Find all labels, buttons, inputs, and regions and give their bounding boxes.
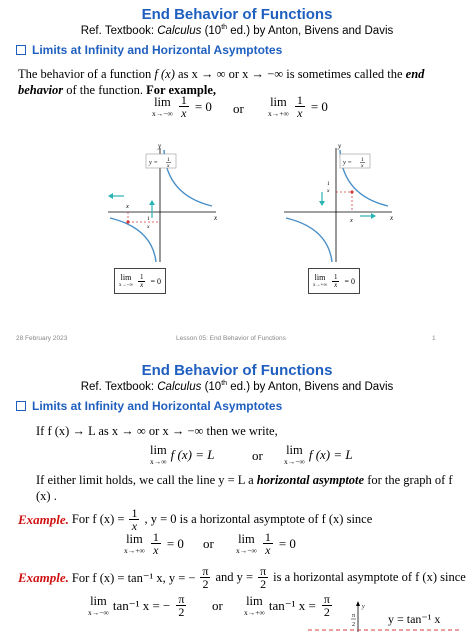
or-word: or [212, 598, 223, 613]
definition-text-b: for the graph of f (x) . [36, 473, 453, 503]
example-1-limit-neg [236, 531, 296, 556]
curve-label: y = [149, 159, 158, 166]
graph-right [276, 140, 396, 265]
fraction-pi [200, 565, 210, 590]
limit-equation-pos [268, 94, 328, 119]
intro-text-a: The behavior of a function [18, 67, 152, 81]
arctan-expr: tan⁻¹ x = [268, 597, 316, 613]
numerator: 1 [333, 272, 338, 281]
arrow-up-head [149, 200, 155, 205]
lim-word: lim [246, 594, 263, 608]
point-x-label: x [350, 217, 353, 224]
point-marker [350, 190, 353, 193]
fx-equals-L: f (x) = L [170, 446, 215, 462]
ref-authors: ed.) by Anton, Bivens and Davis [230, 24, 394, 37]
section-title: Limits at Infinity and Horizontal Asymptotes [32, 43, 283, 57]
example-text-c: is a horizontal asymptote of f (x) since [273, 570, 466, 584]
y-axis-label: y [338, 142, 342, 150]
lim-sub: x→+∞ [313, 283, 327, 288]
fraction [332, 274, 340, 289]
lim-sub: x→−∞ [284, 456, 305, 466]
equals-zero: = 0 [150, 276, 161, 286]
lim-op [313, 274, 327, 288]
denominator: 2 [323, 605, 330, 619]
slide-2-title: End Behavior of Functions [141, 362, 333, 379]
lim-op [268, 96, 289, 117]
x-axis-label: x [390, 214, 394, 222]
limit-equation-neg [152, 94, 212, 119]
intro-fx: f (x) [154, 67, 175, 81]
arctan-graph [300, 600, 470, 632]
numerator: 1 [152, 530, 159, 544]
footer-date: 28 February 2023 [16, 335, 68, 342]
or-word: or [203, 536, 214, 551]
lim-word: lim [90, 594, 107, 608]
lim-sub: x→−∞ [88, 607, 109, 617]
ref-edition-sup: th [221, 380, 228, 387]
lim-sub: x→∞ [150, 456, 167, 466]
lim-sub: x→+∞ [244, 607, 265, 617]
section-title: Limits at Infinity and Horizontal Asymptotes [32, 399, 283, 413]
example-text-a: For f (x) = tan⁻¹ x, y = − [71, 570, 196, 585]
lim-sub: x→−∞ [119, 283, 133, 288]
numerator: 1 [139, 272, 144, 281]
definition-text-a: If either limit holds, we call the line y = L a [36, 473, 254, 487]
limit-box-right [308, 268, 360, 294]
ref-book: Calculus [157, 24, 202, 37]
footer-page-number: 1 [432, 335, 436, 342]
curve-label: y = [343, 159, 352, 166]
lim-op [236, 533, 257, 554]
lim-word: lim [314, 273, 326, 282]
lim-sub: x→+∞ [124, 545, 145, 555]
pi-label-num: π [352, 613, 356, 619]
y-axis-label: y [158, 142, 162, 150]
example-1 [18, 507, 372, 532]
point-marker [126, 220, 129, 223]
lim-sub: x→+∞ [268, 108, 289, 118]
arctan-expr: tan⁻¹ x = − [112, 597, 171, 613]
lim-op [150, 444, 167, 465]
intro-paragraph [18, 66, 463, 98]
curve-lower [286, 218, 332, 262]
lim-op [244, 595, 265, 616]
denominator: x [140, 280, 144, 289]
checkbox-icon [16, 45, 26, 55]
definition-term: horizontal asymptote [256, 473, 365, 487]
equals-zero: = 0 [166, 535, 184, 551]
fraction [151, 531, 161, 556]
curve-label-den: x [361, 163, 364, 169]
numerator: π [178, 592, 185, 606]
fraction [129, 507, 139, 532]
lim-word: lim [270, 95, 287, 109]
example-label: Example. [18, 569, 69, 585]
numerator: 1 [296, 93, 303, 107]
limit-def-pos [150, 444, 214, 465]
example-label: Example. [18, 511, 69, 527]
fraction-pi [176, 593, 186, 618]
example-1-limit-pos [124, 531, 184, 556]
denominator: 2 [178, 605, 185, 619]
arrow-left-head [108, 193, 113, 199]
numerator: 1 [264, 530, 271, 544]
point-y-num: 1 [147, 216, 150, 222]
denominator: x [334, 280, 338, 289]
slide-1-reference [0, 24, 474, 37]
lim-word: lim [154, 95, 171, 109]
ref-prefix: Ref. Textbook: [80, 24, 155, 37]
numerator: π [260, 564, 267, 578]
intro-for-example: For example, [146, 83, 217, 97]
example-text-a: For f (x) = [71, 512, 125, 526]
example-text-b: and y = [215, 570, 254, 584]
ref-edition-sup: th [221, 24, 228, 31]
slide-1-section-heading [16, 43, 282, 57]
or-word: or [252, 448, 263, 463]
slide-2-section-heading [16, 399, 282, 413]
footer-lesson: Lesson 05: End Behavior of Functions [176, 335, 286, 342]
lim-sub: x→−∞ [236, 545, 257, 555]
curve-label-num: 1 [361, 157, 364, 163]
fraction [179, 94, 189, 119]
lim-word: lim [126, 532, 143, 546]
ref-prefix: Ref. Textbook: [80, 380, 155, 393]
limit-def-neg [284, 444, 353, 465]
limit-box-left [114, 268, 166, 294]
fraction [295, 94, 305, 119]
intro-text-c: of the function. [66, 83, 143, 97]
lim-sub: x→−∞ [152, 108, 173, 118]
lim-op [124, 533, 145, 554]
lim-op [88, 595, 109, 616]
denominator: x [131, 519, 138, 533]
intro-text-b: as x → ∞ or x → −∞ is sometimes called the [178, 67, 403, 81]
numerator: π [323, 592, 330, 606]
example-2-limit-neg [88, 593, 188, 618]
slide-2-reference [0, 380, 474, 393]
fraction-pi [258, 565, 268, 590]
ref-authors: ed.) by Anton, Bivens and Davis [230, 380, 394, 393]
curve-label-num: 1 [167, 157, 170, 163]
arctan-curve-label: y = tan⁻¹ x [388, 612, 441, 626]
lim-word: lim [286, 443, 303, 457]
checkbox-icon [16, 401, 26, 411]
example-2 [18, 565, 466, 590]
denominator: 2 [260, 577, 267, 591]
numerator: π [202, 564, 209, 578]
horizontal-asymptote-definition [36, 472, 466, 504]
pi-label-den: 2 [352, 622, 355, 628]
denominator: 2 [202, 577, 209, 591]
lim-op [119, 274, 133, 288]
denominator: x [153, 543, 159, 557]
equals-zero: = 0 [310, 98, 328, 114]
slide-1-title: End Behavior of Functions [141, 6, 333, 23]
curve-label-den: x [167, 163, 170, 169]
lim-word: lim [120, 273, 132, 282]
lim-op [284, 444, 305, 465]
arrow-right-head [371, 213, 376, 219]
fraction [138, 274, 146, 289]
ref-edition: (10 [204, 380, 222, 393]
point-x-label: x [126, 203, 129, 210]
example-text-b: , y = 0 is a horizontal asymptote of f (x) since [144, 512, 373, 526]
numerator: 1 [131, 506, 138, 520]
lim-op [152, 96, 173, 117]
arrow-down-head [319, 201, 325, 206]
lim-word: lim [238, 532, 255, 546]
equals-zero: = 0 [344, 276, 355, 286]
point-y-num: 1 [327, 181, 330, 187]
y-axis-arrow [356, 601, 360, 606]
point-y-den: x [147, 224, 150, 230]
denominator: x [181, 106, 187, 120]
equals-zero: = 0 [278, 535, 296, 551]
lim-word: lim [150, 443, 167, 457]
ref-edition: (10 [204, 24, 222, 37]
equals-zero: = 0 [194, 98, 212, 114]
ref-book: Calculus [157, 380, 202, 393]
intro-end-behavior: end behavior [18, 67, 425, 97]
or-word: or [233, 101, 244, 116]
numerator: 1 [180, 93, 187, 107]
if-limit-text: If f (x) → L as x → ∞ or x → −∞ then we write, [36, 424, 278, 438]
y-axis-label: y [362, 604, 365, 610]
graph-left [100, 140, 220, 265]
fraction [263, 531, 273, 556]
point-y-den: x [327, 188, 330, 194]
denominator: x [297, 106, 303, 120]
x-axis-label: x [214, 214, 218, 222]
denominator: x [265, 543, 271, 557]
fx-equals-L: f (x) = L [308, 446, 353, 462]
